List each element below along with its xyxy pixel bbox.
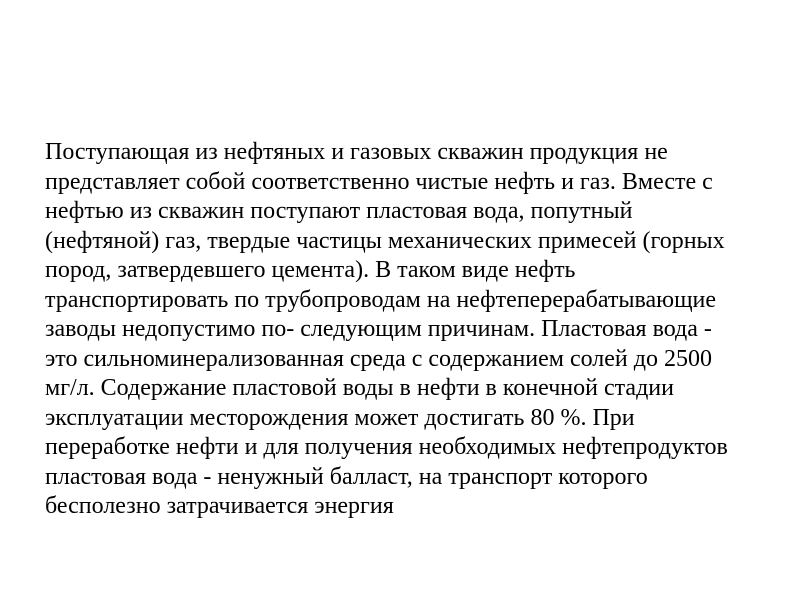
body-text-line: (нефтяной) газ, твердые частицы механических примесей (горных bbox=[45, 227, 725, 254]
body-text-line: это сильноминерализованная среда с содержанием солей до 2500 bbox=[45, 345, 712, 372]
body-text-line: пород, затвердевшего цемента). В таком виде нефть bbox=[45, 257, 576, 283]
body-text-block bbox=[45, 138, 765, 522]
body-text-line: эксплуатации месторождения может достигать 80 %. При bbox=[45, 404, 635, 431]
body-text-line: мг/л. Содержание пластовой воды в нефти в конечной стадии bbox=[45, 375, 674, 401]
body-text-line: Поступающая из нефтяных и газовых скважин продукция не bbox=[45, 139, 668, 165]
body-text-line: переработке нефти и для получения необходимых нефтепродуктов bbox=[45, 434, 728, 460]
body-text-line: представляет собой соответственно чистые нефть и газ. Вместе с bbox=[45, 168, 713, 195]
body-text-line: заводы недопустимо по- следующим причинам. Пластовая вода - bbox=[45, 316, 712, 342]
body-text-line: пластовая вода - ненужный балласт, на транспорт которого bbox=[45, 463, 648, 490]
body-text-line: нефтью из скважин поступают пластовая вода, попутный bbox=[45, 198, 633, 224]
body-text-line: бесполезно затрачивается энергия bbox=[45, 493, 394, 519]
body-text-line: транспортировать по трубопроводам на нефтеперерабатывающие bbox=[45, 286, 717, 313]
